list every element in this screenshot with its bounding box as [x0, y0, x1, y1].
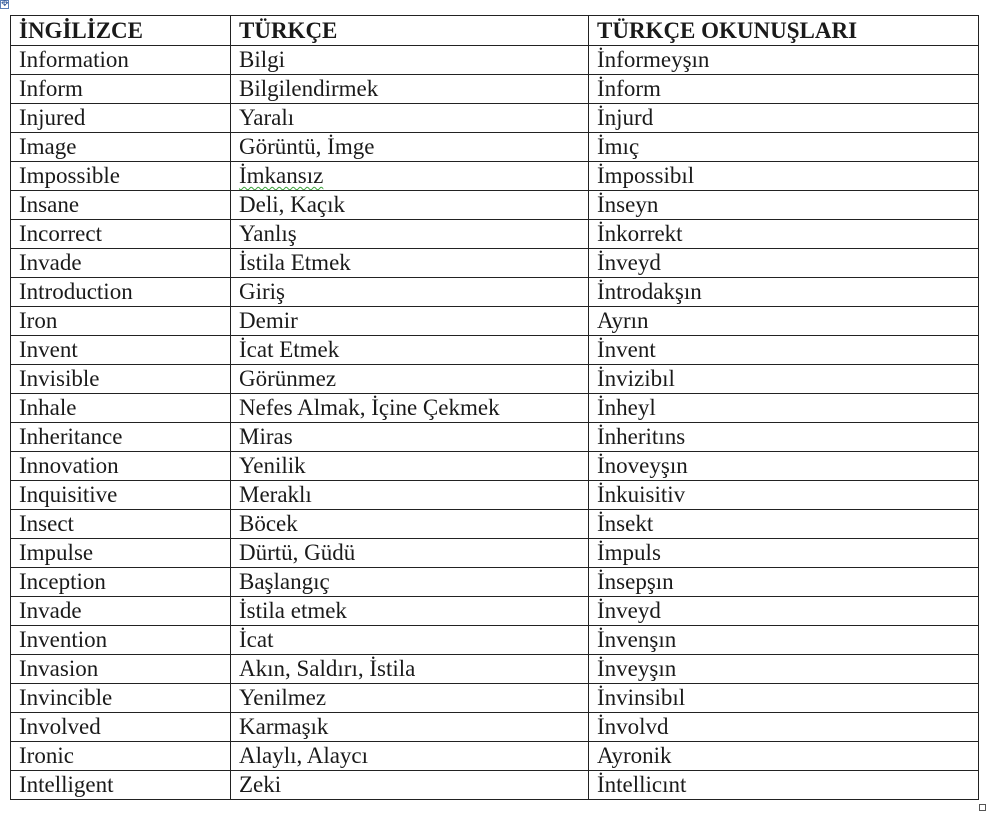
cell-english-text: Information	[19, 47, 129, 72]
cell-pronunciation-text: İnoveyşın	[597, 453, 688, 478]
table-row	[11, 423, 979, 452]
table-row	[11, 655, 979, 684]
cell-pronunciation-text: İnheritıns	[597, 424, 686, 449]
vocabulary-table	[10, 15, 979, 800]
table-row	[11, 162, 979, 191]
table-row	[11, 684, 979, 713]
table-row	[11, 597, 979, 626]
cell-english-text: Inform	[19, 76, 83, 101]
cell-pronunciation-text: Ayronik	[597, 743, 672, 768]
cell-english-text: Invade	[19, 598, 82, 623]
cell-pronunciation-text: İnvinsibıl	[597, 685, 686, 710]
cell-pronunciation-text: İnseyn	[597, 192, 659, 217]
cell-english-text: Invention	[19, 627, 108, 652]
cell-pronunciation[interactable]	[589, 452, 979, 481]
cell-english[interactable]	[11, 75, 231, 104]
cell-turkish[interactable]	[231, 278, 589, 307]
cell-turkish-text: Bilgilendirmek	[239, 76, 379, 101]
cell-english[interactable]	[11, 220, 231, 249]
cell-turkish[interactable]	[231, 742, 589, 771]
cell-pronunciation-text: İnkuisitiv	[597, 482, 686, 507]
cell-english-text: Invincible	[19, 685, 113, 710]
cell-pronunciation-text: İnformeyşın	[597, 47, 710, 72]
cell-turkish-text: İcat Etmek	[239, 337, 340, 362]
cell-turkish[interactable]	[231, 713, 589, 742]
cell-english[interactable]	[11, 104, 231, 133]
table-row	[11, 278, 979, 307]
cell-english-text: Insane	[19, 192, 80, 217]
cell-turkish-text: Görüntü, İmge	[239, 134, 375, 159]
table-row	[11, 626, 979, 655]
cell-english-text: Inquisitive	[19, 482, 118, 507]
cell-pronunciation-text: İnvizibıl	[597, 366, 675, 391]
cell-pronunciation-text: İmıç	[597, 134, 640, 159]
cell-pronunciation-text: İnvenşın	[597, 627, 677, 652]
cell-pronunciation-text: İnvolvd	[597, 714, 669, 739]
cell-english[interactable]	[11, 423, 231, 452]
table-row	[11, 249, 979, 278]
cell-turkish-text: Nefes Almak, İçine Çekmek	[239, 395, 500, 420]
cell-pronunciation-text: İnsepşın	[597, 569, 674, 594]
table-header	[11, 16, 979, 46]
cell-pronunciation-text: İnsekt	[597, 511, 654, 536]
table-row	[11, 539, 979, 568]
cell-turkish[interactable]	[231, 684, 589, 713]
cell-pronunciation[interactable]	[589, 626, 979, 655]
table-move-handle-icon[interactable]: ✥	[1, 0, 9, 9]
cell-pronunciation[interactable]	[589, 771, 979, 800]
cell-pronunciation-text: İnveyd	[597, 598, 661, 623]
cell-pronunciation-text: İntrodakşın	[597, 279, 702, 304]
cell-turkish[interactable]	[231, 771, 589, 800]
cell-english-text: Invasion	[19, 656, 99, 681]
cell-english[interactable]	[11, 655, 231, 684]
cell-english[interactable]	[11, 162, 231, 191]
cell-turkish[interactable]	[231, 46, 589, 75]
table-row	[11, 771, 979, 800]
cell-pronunciation[interactable]	[589, 336, 979, 365]
cell-turkish-text: Yaralı	[239, 105, 295, 130]
cell-english[interactable]	[11, 307, 231, 336]
cell-english[interactable]	[11, 626, 231, 655]
table-row	[11, 365, 979, 394]
table-resize-handle-icon[interactable]	[979, 804, 986, 811]
cell-turkish[interactable]	[231, 307, 589, 336]
cell-english[interactable]	[11, 742, 231, 771]
cell-pronunciation-text: İnform	[597, 76, 661, 101]
table-row	[11, 307, 979, 336]
cell-turkish-text: Bilgi	[239, 47, 286, 72]
cell-turkish-text: Alaylı, Alaycı	[239, 743, 369, 768]
cell-english[interactable]	[11, 133, 231, 162]
cell-english[interactable]	[11, 771, 231, 800]
cell-turkish-text: Yenilik	[239, 453, 306, 478]
cell-turkish-text: İstila Etmek	[239, 250, 351, 275]
cell-english-text: Invisible	[19, 366, 100, 391]
cell-pronunciation[interactable]	[589, 75, 979, 104]
cell-pronunciation-text: İnjurd	[597, 105, 654, 130]
cell-pronunciation[interactable]	[589, 365, 979, 394]
cell-english[interactable]	[11, 191, 231, 220]
cell-pronunciation-text: İnvent	[597, 337, 656, 362]
cell-pronunciation[interactable]	[589, 423, 979, 452]
cell-turkish-text: İmkansız	[239, 163, 324, 188]
cell-english[interactable]	[11, 394, 231, 423]
cell-english-text: Impulse	[19, 540, 94, 565]
cell-turkish[interactable]	[231, 568, 589, 597]
cell-english[interactable]	[11, 46, 231, 75]
cell-turkish-text: Dürtü, Güdü	[239, 540, 356, 565]
cell-turkish[interactable]	[231, 162, 589, 191]
table-row	[11, 46, 979, 75]
cell-pronunciation-text: İnkorrekt	[597, 221, 683, 246]
cell-english[interactable]	[11, 365, 231, 394]
cell-turkish-text: Yanlış	[239, 221, 297, 246]
cell-english-text: Image	[19, 134, 77, 159]
cell-pronunciation-text: İnveyşın	[597, 656, 677, 681]
cell-turkish[interactable]	[231, 336, 589, 365]
table-body	[11, 46, 979, 800]
cell-pronunciation[interactable]	[589, 568, 979, 597]
cell-english-text: Intelligent	[19, 772, 114, 797]
cell-pronunciation[interactable]	[589, 394, 979, 423]
table-row	[11, 336, 979, 365]
header-pronunciation[interactable]: TÜRKÇE OKUNUŞLARI	[589, 16, 979, 46]
cell-pronunciation[interactable]	[589, 539, 979, 568]
cell-english-text: Involved	[19, 714, 101, 739]
cell-english-text: Invent	[19, 337, 78, 362]
cell-english-text: Incorrect	[19, 221, 102, 246]
cell-pronunciation[interactable]	[589, 133, 979, 162]
cell-pronunciation[interactable]	[589, 249, 979, 278]
header-turkish[interactable]: TÜRKÇE	[231, 16, 589, 46]
cell-english[interactable]	[11, 684, 231, 713]
cell-english[interactable]	[11, 713, 231, 742]
cell-english[interactable]	[11, 249, 231, 278]
table-row	[11, 713, 979, 742]
cell-pronunciation[interactable]	[589, 191, 979, 220]
table-row	[11, 104, 979, 133]
cell-pronunciation-text: İnheyl	[597, 395, 656, 420]
cell-turkish[interactable]	[231, 539, 589, 568]
cell-turkish[interactable]	[231, 365, 589, 394]
cell-english[interactable]	[11, 452, 231, 481]
table-row	[11, 452, 979, 481]
cell-turkish[interactable]	[231, 191, 589, 220]
cell-pronunciation[interactable]	[589, 655, 979, 684]
cell-turkish-text: Yenilmez	[239, 685, 327, 710]
cell-english[interactable]	[11, 336, 231, 365]
cell-pronunciation[interactable]	[589, 742, 979, 771]
cell-english-text: Insect	[19, 511, 74, 536]
table-row	[11, 133, 979, 162]
cell-pronunciation-text: Ayrın	[597, 308, 649, 333]
cell-pronunciation-text: İnveyd	[597, 250, 661, 275]
cell-english-text: Introduction	[19, 279, 133, 304]
cell-turkish[interactable]	[231, 104, 589, 133]
cell-pronunciation-text: İntellicınt	[597, 772, 687, 797]
cell-pronunciation-text: İmpossibıl	[597, 163, 695, 188]
cell-english[interactable]	[11, 568, 231, 597]
cell-pronunciation[interactable]	[589, 46, 979, 75]
cell-english[interactable]	[11, 539, 231, 568]
cell-pronunciation[interactable]	[589, 307, 979, 336]
cell-turkish-text: Görünmez	[239, 366, 337, 391]
table-row	[11, 510, 979, 539]
cell-turkish[interactable]	[231, 626, 589, 655]
cell-english-text: Inheritance	[19, 424, 123, 449]
cell-turkish-text: Böcek	[239, 511, 298, 536]
cell-turkish[interactable]	[231, 75, 589, 104]
cell-pronunciation-text: İmpuls	[597, 540, 661, 565]
cell-english-text: Impossible	[19, 163, 120, 188]
cell-pronunciation[interactable]	[589, 510, 979, 539]
cell-turkish[interactable]	[231, 481, 589, 510]
cell-turkish[interactable]	[231, 249, 589, 278]
cell-english-text: Invade	[19, 250, 82, 275]
cell-english[interactable]	[11, 481, 231, 510]
cell-turkish-text: Demir	[239, 308, 298, 333]
cell-english-text: Iron	[19, 308, 58, 333]
header-row	[11, 16, 979, 46]
cell-turkish-text: Deli, Kaçık	[239, 192, 346, 217]
cell-turkish[interactable]	[231, 452, 589, 481]
cell-turkish-text: İcat	[239, 627, 274, 652]
cell-turkish-text: Karmaşık	[239, 714, 329, 739]
cell-english[interactable]	[11, 278, 231, 307]
cell-pronunciation[interactable]	[589, 481, 979, 510]
cell-turkish[interactable]	[231, 394, 589, 423]
table-row	[11, 191, 979, 220]
table-row	[11, 742, 979, 771]
table-row	[11, 75, 979, 104]
cell-turkish[interactable]	[231, 423, 589, 452]
table-row	[11, 394, 979, 423]
cell-pronunciation[interactable]	[589, 597, 979, 626]
cell-turkish[interactable]	[231, 133, 589, 162]
cell-turkish[interactable]	[231, 510, 589, 539]
cell-english-text: Ironic	[19, 743, 74, 768]
cell-pronunciation[interactable]	[589, 278, 979, 307]
cell-english-text: Inception	[19, 569, 106, 594]
table-row	[11, 481, 979, 510]
cell-pronunciation[interactable]	[589, 162, 979, 191]
table-row	[11, 568, 979, 597]
header-english[interactable]: İNGİLİZCE	[11, 16, 231, 46]
cell-pronunciation[interactable]	[589, 684, 979, 713]
cell-turkish-text: Miras	[239, 424, 293, 449]
cell-turkish-text: İstila etmek	[239, 598, 347, 623]
cell-english[interactable]	[11, 510, 231, 539]
cell-english-text: Innovation	[19, 453, 119, 478]
cell-turkish-text: Zeki	[239, 772, 282, 797]
cell-turkish-text: Başlangıç	[239, 569, 330, 594]
cell-turkish[interactable]	[231, 597, 589, 626]
cell-turkish-text: Akın, Saldırı, İstila	[239, 656, 416, 681]
cell-turkish-text: Meraklı	[239, 482, 312, 507]
cell-english-text: Injured	[19, 105, 86, 130]
cell-pronunciation[interactable]	[589, 713, 979, 742]
table-row	[11, 220, 979, 249]
cell-pronunciation[interactable]	[589, 104, 979, 133]
cell-english[interactable]	[11, 597, 231, 626]
cell-turkish[interactable]	[231, 220, 589, 249]
cell-turkish-text: Giriş	[239, 279, 285, 304]
cell-turkish[interactable]	[231, 655, 589, 684]
cell-english-text: Inhale	[19, 395, 77, 420]
cell-pronunciation[interactable]	[589, 220, 979, 249]
